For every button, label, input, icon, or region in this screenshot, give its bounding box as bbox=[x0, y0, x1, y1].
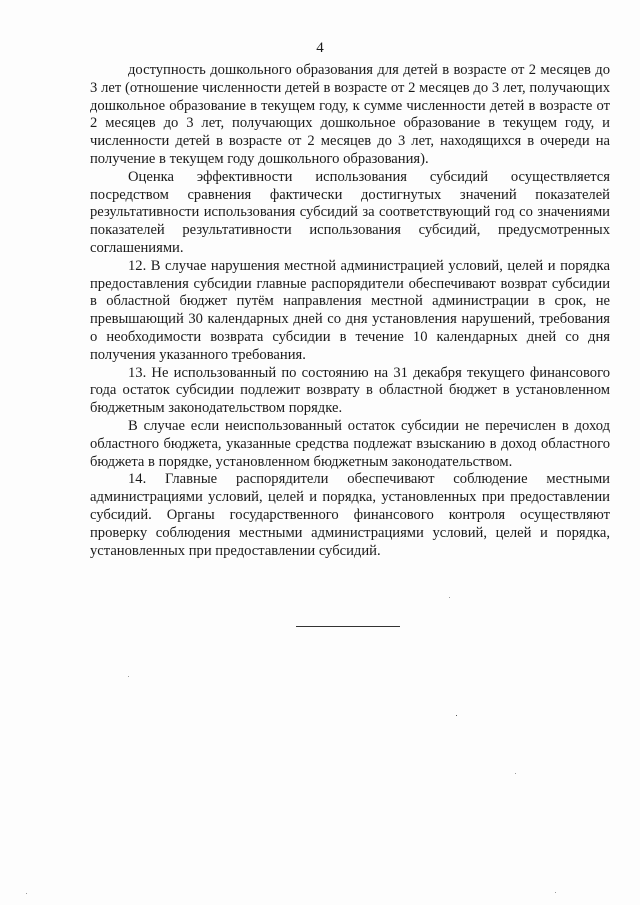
scan-speck bbox=[128, 676, 129, 677]
paragraph-clause-14: 14. Главные распорядители обеспечивают соблюдение местными администрациями условий, целей и порядка, установленных при предоставлении субсидий. Органы государственного финансового контроля осуществляют проверку соблюдения местными администрациями условий, целей и порядка, установленных при предоставлении субсидий. bbox=[90, 471, 610, 559]
scan-speck bbox=[555, 892, 556, 893]
scan-speck bbox=[449, 597, 450, 598]
end-of-text-rule bbox=[296, 626, 400, 627]
paragraph-clause-12: 12. В случае нарушения местной администрацией условий, целей и порядка предоставления субсидии главные распорядители обеспечивают возврат субсидии в областной бюджет путём направления местной администрации в срок, не превышающий 30 календарных дней со дня установления нарушений, требования о необходимости возврата субсидии в течение 10 календарных дней со дня получения указанного требования. bbox=[90, 257, 610, 363]
paragraph-preschool-availability: доступность дошкольного образования для детей в возрасте от 2 месяцев до 3 лет (отношение численности детей в возрасте от 2 месяцев до 3 лет, получающих дошкольное образование в текущем году, к сумме численности детей в возрасте от 2 месяцев до 3 лет, получающих дошкольное образование в текущем году, и численности детей в возрасте от 2 месяцев до 3 лет, находящихся в очереди на получение в текущем году дошкольного образования). bbox=[90, 62, 610, 167]
paragraph-efficiency-assessment: Оценка эффективности использования субсидий осуществляется посредством сравнения фактически достигнутых значений показателей результативности использования субсидий за соответствующий год со значениями показателей результативности использования субсидий, предусмотренных соглашениями. bbox=[90, 168, 610, 256]
scan-speck bbox=[515, 773, 516, 774]
paragraph-unused-balance: В случае если неиспользованный остаток субсидии не перечислен в доход областного бюджета, указанные средства подлежат взысканию в доход областного бюджета в порядке, установленном бюджетным законодательством. bbox=[90, 417, 610, 470]
scan-speck bbox=[456, 715, 457, 716]
document-body bbox=[90, 62, 610, 560]
paragraph-clause-13: 13. Не использованный по состоянию на 31 декабря текущего финансового года остаток субсидии подлежит возврату в областной бюджет в установленном бюджетным законодательством порядке. bbox=[90, 364, 610, 417]
scan-speck bbox=[26, 893, 27, 894]
page-number: 4 bbox=[316, 40, 324, 56]
